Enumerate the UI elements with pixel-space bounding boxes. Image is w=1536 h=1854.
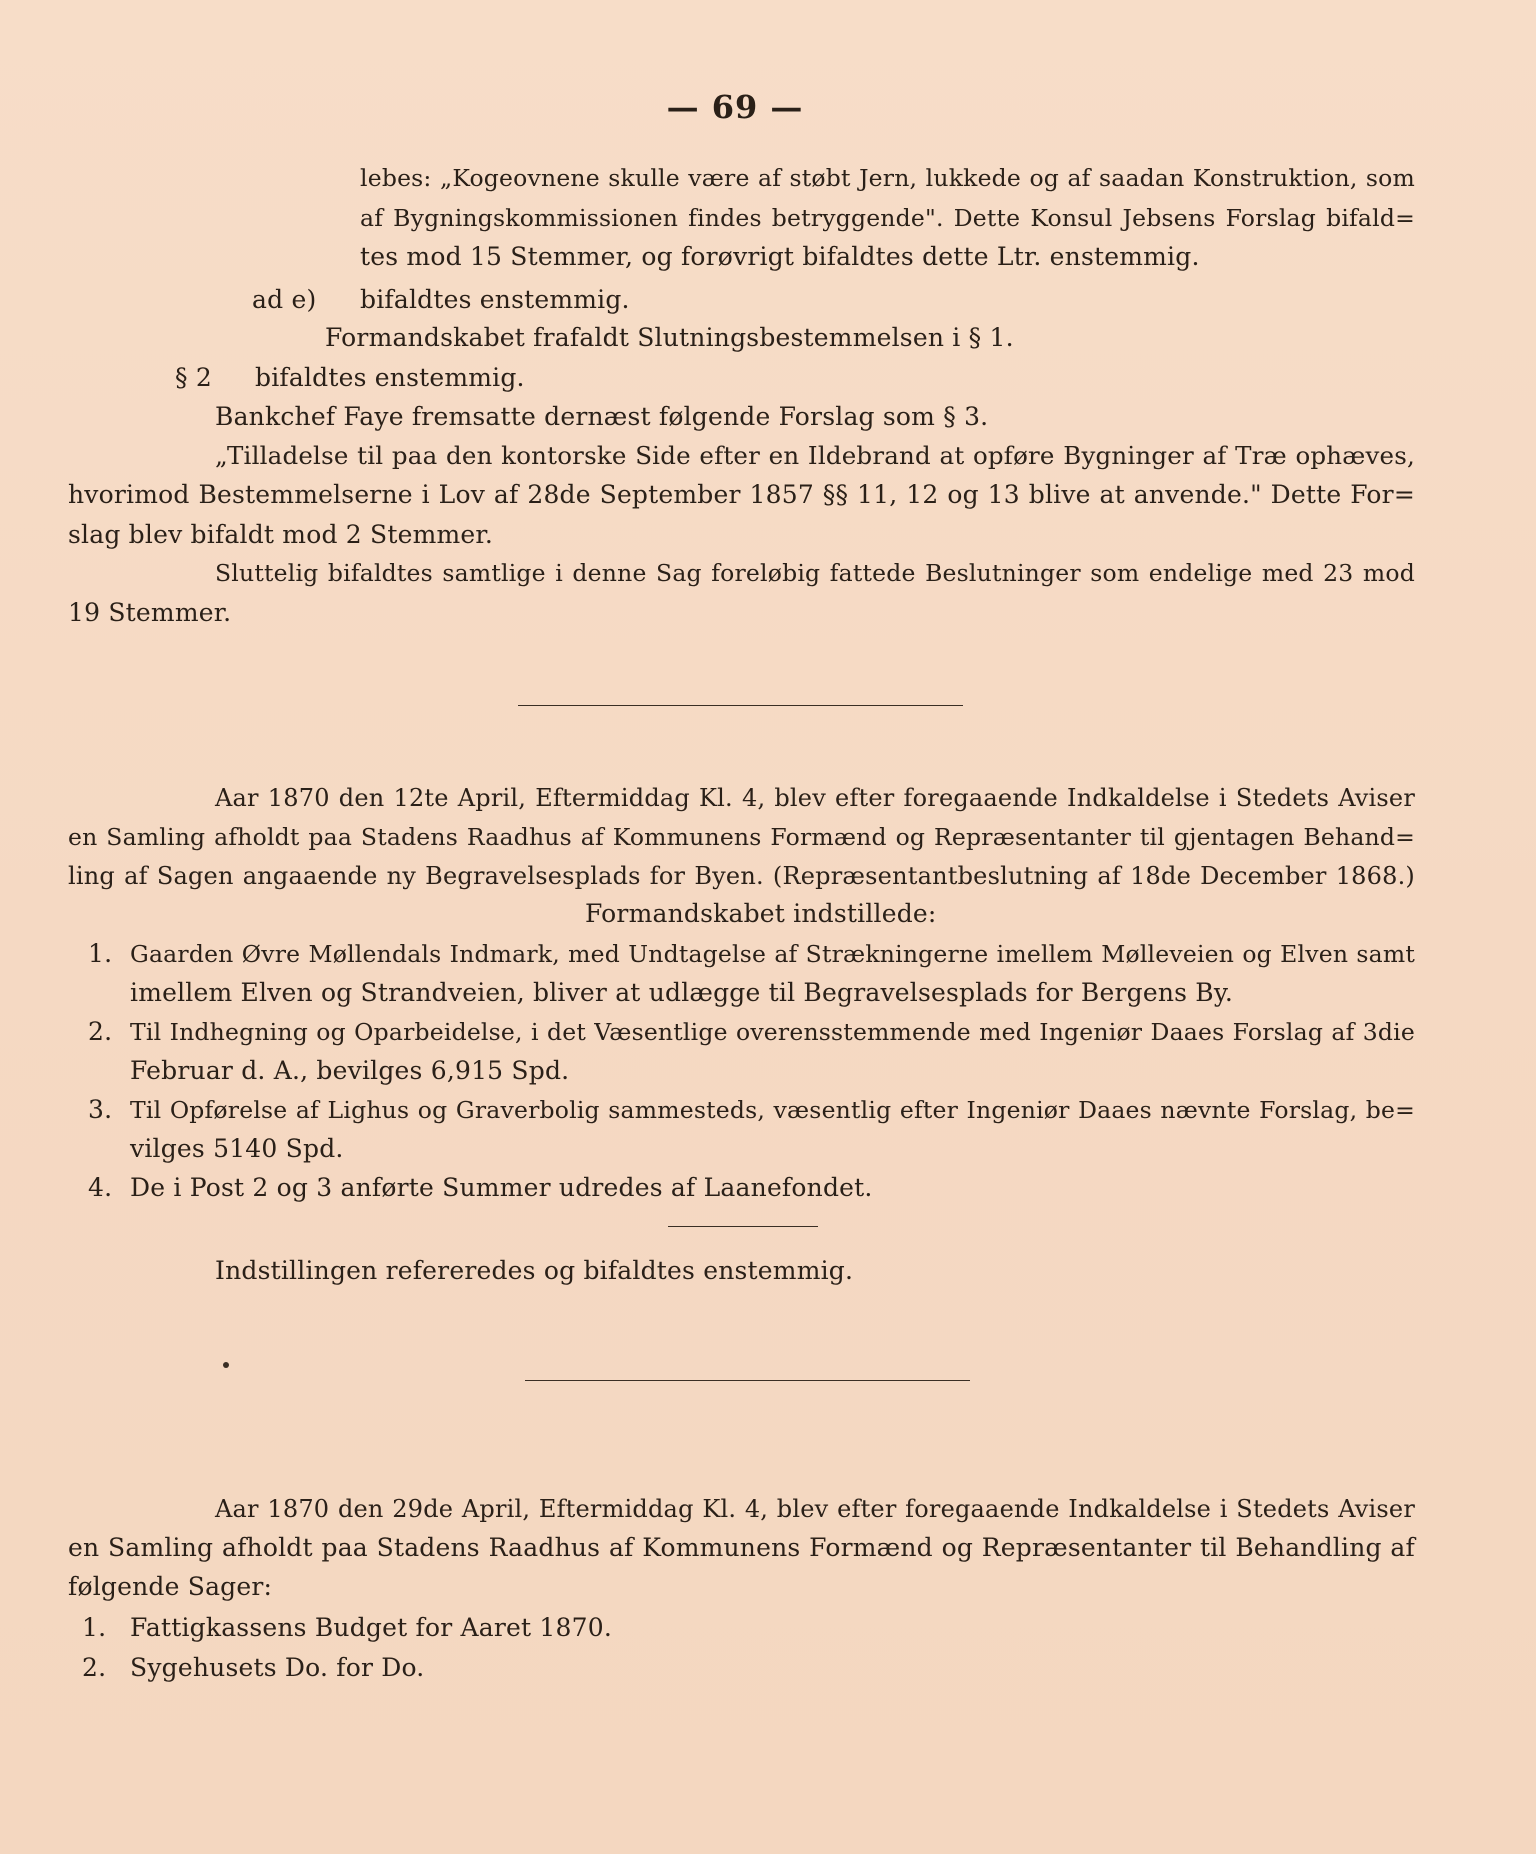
text-line: bifaldtes enstemmig. (360, 285, 630, 314)
item-label: ad e) (252, 285, 317, 314)
text-line: Formandskabet indstillede: (585, 899, 937, 928)
text-line: slag blev bifaldt mod 2 Stemmer. (68, 520, 493, 549)
text-line: Aar 1870 den 29de April, Eftermiddag Kl. 4, blev efter foregaaende Indkaldelse i Stedets Aviser (215, 1495, 1415, 1523)
ink-spot (223, 1362, 229, 1368)
section-divider (525, 1380, 970, 1381)
text-line: Sluttelig bifaldtes samtlige i denne Sag foreløbig fattede Beslutninger som endelige med 23 mod (215, 559, 1415, 587)
list-number: 4. (88, 1173, 113, 1202)
text-line: bifaldtes enstemmig. (255, 363, 525, 392)
list-item: Gaarden Øvre Møllendals Indmark, med Undtagelse af Strækningerne imellem Mølleveien og Elven samt (130, 940, 1415, 968)
text-line: en Samling afholdt paa Stadens Raadhus af Kommunens Formænd og Repræsentanter til Behandling af (68, 1533, 1415, 1562)
text-line: „Tilladelse til paa den kontorske Side efter en Ildebrand at opføre Bygninger af Træ ophæves, (215, 441, 1415, 470)
text-line: ling af Sagen angaaende ny Begravelsesplads for Byen. (Repræsentantbeslutning af 18de December 1868.) (68, 862, 1415, 890)
text-line: Indstillingen refereredes og bifaldtes enstemmig. (215, 1256, 854, 1285)
list-item-continued: imellem Elven og Strandveien, bliver at udlægge til Begravelsesplads for Bergens By. (130, 978, 1234, 1007)
text-line: lebes: „Kogeovnene skulle være af støbt Jern, lukkede og af saadan Konstruktion, som (360, 164, 1415, 192)
list-number: 1. (88, 939, 113, 968)
text-line: en Samling afholdt paa Stadens Raadhus af Kommunens Formænd og Repræsentanter til gjentagen Behand= (68, 823, 1415, 851)
list-item: Til Indhegning og Oparbeidelse, i det Væsentlige overensstemmende med Ingeniør Daaes Forslag af 3die (130, 1018, 1415, 1046)
text-line: Formandskabet frafaldt Slutningsbestemmelsen i § 1. (325, 323, 1014, 352)
list-item-continued: vilges 5140 Spd. (130, 1134, 344, 1163)
list-item: De i Post 2 og 3 anførte Summer udredes af Laanefondet. (130, 1173, 873, 1202)
item-label: § 2 (175, 363, 212, 392)
section-divider (518, 705, 963, 706)
list-number: 3. (88, 1095, 113, 1124)
text-line: hvorimod Bestemmelserne i Lov af 28de September 1857 §§ 11, 12 og 13 blive at anvende." Dette For= (68, 480, 1415, 509)
text-line: følgende Sager: (68, 1572, 273, 1601)
list-number: 2. (82, 1653, 107, 1682)
list-item: Fattigkassens Budget for Aaret 1870. (130, 1613, 612, 1642)
page-number: — 69 — (666, 88, 804, 126)
list-number: 2. (88, 1017, 113, 1046)
list-item-continued: Februar d. A., bevilges 6,915 Spd. (130, 1056, 570, 1085)
text-line: tes mod 15 Stemmer, og forøvrigt bifaldtes dette Ltr. enstemmig. (360, 242, 1200, 271)
text-line: Bankchef Faye fremsatte dernæst følgende Forslag som § 3. (215, 402, 989, 431)
list-number: 1. (82, 1613, 107, 1642)
text-line: af Bygningskommissionen findes betryggende". Dette Konsul Jebsens Forslag bifald= (360, 204, 1415, 232)
text-line: 19 Stemmer. (68, 598, 232, 627)
list-item: Sygehusets Do. for Do. (130, 1653, 425, 1682)
text-line: Aar 1870 den 12te April, Eftermiddag Kl. 4, blev efter foregaaende Indkaldelse i Stedets Aviser (215, 784, 1415, 812)
short-divider (668, 1226, 818, 1227)
list-item: Til Opførelse af Lighus og Graverbolig sammesteds, væsentlig efter Ingeniør Daaes nævnte Forslag, be= (130, 1096, 1415, 1124)
